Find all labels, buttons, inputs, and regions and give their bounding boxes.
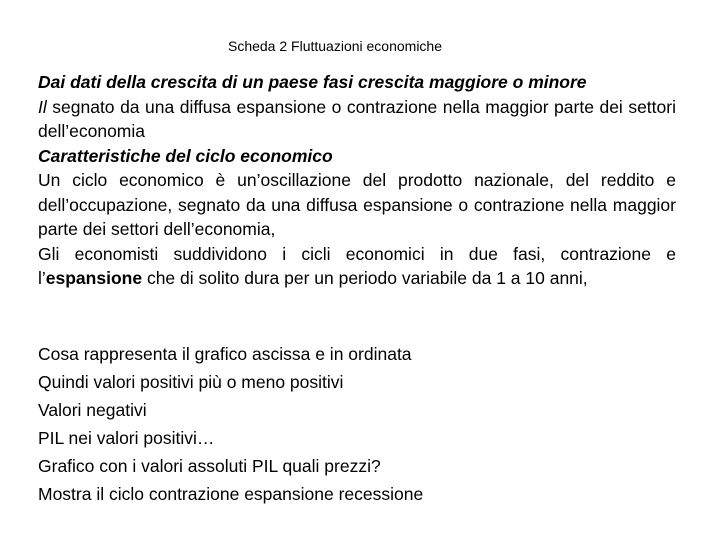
question-item: Grafico con i valori assoluti PIL quali prezzi? (38, 456, 381, 476)
question-item: Valori negativi (38, 400, 147, 420)
paragraph-rest: segnato da una diffusa espansione o contrazione nella maggior parte dei settori dell’economia (38, 96, 676, 141)
heading-crescita: Dai dati della crescita di un paese fasi crescita maggiore o minore (38, 72, 587, 92)
fasi-end: che di solito dura per un periodo variabile da 1 a 10 anni, (142, 268, 588, 288)
question-item: Mostra il ciclo contrazione espansione recessione (38, 484, 424, 504)
fasi-start: Gli economisti suddividono i cicli economici in due fasi, contrazione e l’ (38, 243, 676, 288)
question-item: Cosa rappresenta il grafico ascissa e in ordinata (38, 344, 412, 364)
paragraph-fasi (38, 242, 676, 291)
slide-title: Scheda 2 Fluttuazioni economiche (227, 38, 443, 54)
paragraph-lead: Il (38, 96, 47, 117)
question-item: PIL nei valori positivi… (38, 428, 215, 448)
question-list (38, 340, 678, 508)
paragraph-definizione: Un ciclo economico è un’oscillazione del prodotto nazionale, del reddito e dell’occupazione, segnato da una diffusa espansione o contrazione nella maggior parte dei settori dell’economia, (38, 170, 676, 239)
question-item: Quindi valori positivi più o meno positivi (38, 372, 344, 392)
body-text (38, 70, 676, 291)
heading-caratteristiche: Caratteristiche del ciclo economico (38, 145, 333, 166)
fasi-bold: espansione (45, 268, 143, 288)
paragraph-segnato (38, 95, 676, 144)
